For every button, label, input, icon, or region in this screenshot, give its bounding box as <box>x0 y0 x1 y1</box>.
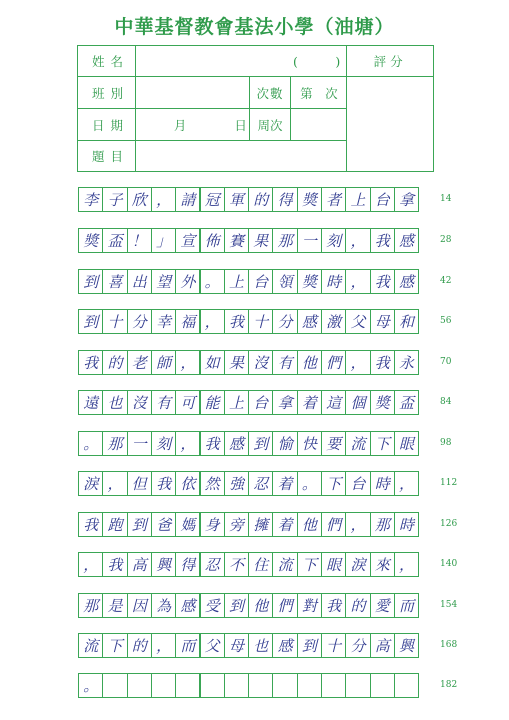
grid-cell: 擁 <box>248 512 273 537</box>
day-label: 日 <box>234 117 247 133</box>
month-label: 月 <box>173 117 187 133</box>
row-count: 126 <box>440 519 458 529</box>
grid-cell: 台 <box>345 471 370 496</box>
grid-row <box>78 633 418 658</box>
grid-cell: 拿 <box>394 187 419 212</box>
grid-cell: 可 <box>175 390 200 415</box>
grid-cell: 台 <box>248 269 273 294</box>
grid-cell: ， <box>345 228 370 253</box>
grid-cell <box>224 673 249 698</box>
grid-cell: 一 <box>297 228 322 253</box>
grid-cell: 李 <box>78 187 103 212</box>
grid-cell: 盃 <box>102 228 127 253</box>
grid-cell: 流 <box>272 552 297 577</box>
grid-cell: 子 <box>102 187 127 212</box>
grid-cell: 獎 <box>297 187 322 212</box>
grid-cell: 者 <box>321 187 346 212</box>
grid-cell: 下 <box>297 552 322 577</box>
grid-cell: 我 <box>151 471 176 496</box>
grid-cell: 們 <box>272 593 297 618</box>
grid-cell: 對 <box>297 593 322 618</box>
grid-cell: 獎 <box>78 228 103 253</box>
grid-cell: 着 <box>272 471 297 496</box>
grid-cell: 上 <box>224 269 249 294</box>
grid-cell: 到 <box>78 309 103 334</box>
grid-cell: 媽 <box>175 512 200 537</box>
grid-cell: 那 <box>370 512 395 537</box>
grid-cell: 望 <box>151 269 176 294</box>
grid-cell: 到 <box>224 593 249 618</box>
grid-cell: 。 <box>78 673 103 698</box>
grid-cell: 也 <box>248 633 273 658</box>
grid-cell: ， <box>175 431 200 456</box>
grid-row <box>78 187 418 212</box>
grid-cell: 福 <box>175 309 200 334</box>
grid-cell: 獎 <box>297 269 322 294</box>
grid-cell <box>199 673 224 698</box>
grid-row <box>78 431 418 456</box>
grid-cell: 來 <box>370 552 395 577</box>
grid-cell: 老 <box>127 350 152 375</box>
grid-cell: 果 <box>248 228 273 253</box>
grid-cell: 我 <box>78 350 103 375</box>
row-count: 154 <box>440 600 458 610</box>
grid-cell: 分 <box>345 633 370 658</box>
name-field[interactable] <box>135 46 346 77</box>
grid-cell: 。 <box>297 471 322 496</box>
grid-cell <box>248 673 273 698</box>
grid-cell: 和 <box>394 309 419 334</box>
grid-cell: 分 <box>272 309 297 334</box>
week-label: 周次 <box>249 109 291 141</box>
class-field[interactable] <box>135 77 249 109</box>
grid-cell: 得 <box>272 187 297 212</box>
grid-cell: 十 <box>102 309 127 334</box>
grid-cell: 着 <box>297 390 322 415</box>
grid-cell: 永 <box>394 350 419 375</box>
grid-cell: 下 <box>321 471 346 496</box>
grid-cell: 父 <box>199 633 224 658</box>
row-count: 112 <box>440 478 458 488</box>
grid-cell <box>272 673 297 698</box>
grid-cell: 也 <box>102 390 127 415</box>
grid-row <box>78 471 418 496</box>
grid-cell: 。 <box>199 269 224 294</box>
week-field[interactable] <box>291 109 347 141</box>
row-count: 182 <box>440 680 458 690</box>
grid-cell: ， <box>394 471 419 496</box>
grid-cell: 有 <box>151 390 176 415</box>
grid-cell: ！ <box>127 228 152 253</box>
grid-cell: 住 <box>248 552 273 577</box>
row-count: 28 <box>440 235 452 245</box>
grid-cell: 跑 <box>102 512 127 537</box>
grid-cell: ， <box>345 512 370 537</box>
count-value: 第 次 <box>291 77 347 109</box>
header-table <box>77 45 434 172</box>
grid-cell: 受 <box>199 593 224 618</box>
row-count: 14 <box>440 194 452 204</box>
grid-cell: 幸 <box>151 309 176 334</box>
grid-cell: ， <box>199 309 224 334</box>
grid-cell: 眼 <box>394 431 419 456</box>
grid-cell: 高 <box>370 633 395 658</box>
grid-cell: 依 <box>175 471 200 496</box>
grid-cell: 感 <box>224 431 249 456</box>
row-count: 84 <box>440 397 452 407</box>
grid-cell: 台 <box>370 187 395 212</box>
grid-cell: 們 <box>321 350 346 375</box>
page-title: 中華基督教會基法小學（油塘） <box>114 16 395 38</box>
grid-cell: 沒 <box>127 390 152 415</box>
grid-cell <box>345 673 370 698</box>
row-count: 70 <box>440 357 452 367</box>
grid-cell: 我 <box>370 350 395 375</box>
grid-cell: 感 <box>297 309 322 334</box>
date-field[interactable] <box>135 109 249 141</box>
grid-cell: 強 <box>224 471 249 496</box>
grid-cell: 果 <box>224 350 249 375</box>
grid-cell: ， <box>151 633 176 658</box>
grid-cell <box>151 673 176 698</box>
grid-cell: 到 <box>78 269 103 294</box>
grid-cell: 的 <box>345 593 370 618</box>
grid-cell: ， <box>345 269 370 294</box>
grid-cell: 愉 <box>272 431 297 456</box>
grid-cell: 刻 <box>151 431 176 456</box>
grid-cell: 到 <box>297 633 322 658</box>
grid-cell: 請 <box>175 187 200 212</box>
grid-cell: 而 <box>175 633 200 658</box>
grid-cell: 上 <box>224 390 249 415</box>
grid-cell: 我 <box>370 269 395 294</box>
grid-cell: 他 <box>297 512 322 537</box>
grid-cell: 快 <box>297 431 322 456</box>
grid-cell <box>127 673 152 698</box>
score-label: 評分 <box>347 46 434 77</box>
grid-cell: 時 <box>321 269 346 294</box>
grid-cell: 們 <box>321 512 346 537</box>
grid-cell: 我 <box>199 431 224 456</box>
grid-row <box>78 228 418 253</box>
grid-cell: 高 <box>127 552 152 577</box>
grid-cell: 是 <box>102 593 127 618</box>
grid-cell: 他 <box>248 593 273 618</box>
row-count: 56 <box>440 316 452 326</box>
grid-cell: 得 <box>175 552 200 577</box>
grid-cell: 個 <box>345 390 370 415</box>
grid-cell: 我 <box>78 512 103 537</box>
grid-cell: 興 <box>151 552 176 577</box>
grid-cell: 興 <box>394 633 419 658</box>
date-label: 日期 <box>78 109 136 141</box>
grid-cell: 父 <box>345 309 370 334</box>
grid-row <box>78 673 418 698</box>
grid-cell: 而 <box>394 593 419 618</box>
grid-cell: 然 <box>199 471 224 496</box>
grid-cell: 我 <box>102 552 127 577</box>
grid-row <box>78 269 418 294</box>
grid-cell: 十 <box>248 309 273 334</box>
grid-cell: 那 <box>78 593 103 618</box>
grid-row <box>78 350 418 375</box>
grid-cell: 師 <box>151 350 176 375</box>
grid-cell: 喜 <box>102 269 127 294</box>
grid-cell: 時 <box>370 471 395 496</box>
count-label: 次數 <box>249 77 291 109</box>
topic-field[interactable] <box>135 141 433 172</box>
grid-cell: 到 <box>127 512 152 537</box>
grid-cell: 獎 <box>370 390 395 415</box>
grid-cell <box>321 673 346 698</box>
grid-cell: 的 <box>248 187 273 212</box>
grid-cell: 有 <box>272 350 297 375</box>
grid-cell <box>370 673 395 698</box>
grid-cell: 外 <box>175 269 200 294</box>
grid-row <box>78 390 418 415</box>
grid-cell: 上 <box>345 187 370 212</box>
grid-cell: 宣 <box>175 228 200 253</box>
grid-cell: 分 <box>127 309 152 334</box>
grid-cell: 着 <box>272 512 297 537</box>
grid-cell: 賽 <box>224 228 249 253</box>
name-label: 姓名 <box>78 46 136 77</box>
grid-cell: 到 <box>248 431 273 456</box>
grid-cell: 十 <box>321 633 346 658</box>
grid-cell: 淚 <box>78 471 103 496</box>
grid-cell: 我 <box>370 228 395 253</box>
grid-row <box>78 552 418 577</box>
grid-cell: 感 <box>394 269 419 294</box>
grid-cell: 我 <box>224 309 249 334</box>
grid-cell: 遠 <box>78 390 103 415</box>
grid-cell: 一 <box>127 431 152 456</box>
grid-cell: 時 <box>394 512 419 537</box>
grid-cell: 冠 <box>199 187 224 212</box>
grid-cell: 他 <box>297 350 322 375</box>
grid-cell: 身 <box>199 512 224 537</box>
grid-cell: 欣 <box>127 187 152 212</box>
row-count: 42 <box>440 276 452 286</box>
grid-cell: 我 <box>321 593 346 618</box>
grid-cell: 能 <box>199 390 224 415</box>
grid-cell: 激 <box>321 309 346 334</box>
grid-cell: 為 <box>151 593 176 618</box>
grid-cell: 。 <box>78 431 103 456</box>
grid-cell: 忍 <box>199 552 224 577</box>
grid-cell: 不 <box>224 552 249 577</box>
grid-cell: 的 <box>127 633 152 658</box>
row-count: 140 <box>440 559 458 569</box>
grid-cell: 領 <box>272 269 297 294</box>
grid-cell: 那 <box>272 228 297 253</box>
grid-cell: 愛 <box>370 593 395 618</box>
grid-cell: 感 <box>272 633 297 658</box>
grid-cell: ， <box>394 552 419 577</box>
grid-cell: 軍 <box>224 187 249 212</box>
grid-cell: 母 <box>224 633 249 658</box>
grid-cell: 母 <box>370 309 395 334</box>
class-number-paren: ( ) <box>293 54 341 69</box>
grid-cell: 淚 <box>345 552 370 577</box>
grid-cell: 爸 <box>151 512 176 537</box>
grid-cell: 流 <box>78 633 103 658</box>
grid-cell <box>175 673 200 698</box>
grid-cell: 流 <box>345 431 370 456</box>
grid-cell: ， <box>345 350 370 375</box>
row-count: 168 <box>440 640 458 650</box>
grid-cell: 如 <box>199 350 224 375</box>
grid-row <box>78 512 418 537</box>
grid-row <box>78 309 418 334</box>
grid-cell: ， <box>102 471 127 496</box>
grid-cell: 那 <box>102 431 127 456</box>
grid-row <box>78 593 418 618</box>
topic-label: 題目 <box>78 141 136 172</box>
grid-cell: 要 <box>321 431 346 456</box>
grid-cell: 沒 <box>248 350 273 375</box>
grid-cell: ， <box>151 187 176 212</box>
grid-cell: 這 <box>321 390 346 415</box>
grid-cell: ， <box>78 552 103 577</box>
class-label: 班別 <box>78 77 136 109</box>
grid-cell: 盃 <box>394 390 419 415</box>
grid-cell: 因 <box>127 593 152 618</box>
grid-cell: 出 <box>127 269 152 294</box>
grid-cell: 拿 <box>272 390 297 415</box>
grid-cell <box>297 673 322 698</box>
grid-cell: 感 <box>175 593 200 618</box>
grid-cell: 台 <box>248 390 273 415</box>
grid-cell: 」 <box>151 228 176 253</box>
row-count: 98 <box>440 438 452 448</box>
grid-cell <box>102 673 127 698</box>
grid-cell: 感 <box>394 228 419 253</box>
grid-cell: 但 <box>127 471 152 496</box>
grid-cell: 旁 <box>224 512 249 537</box>
grid-cell <box>394 673 419 698</box>
grid-cell: ， <box>175 350 200 375</box>
grid-cell: 眼 <box>321 552 346 577</box>
grid-cell: 下 <box>370 431 395 456</box>
grid-cell: 的 <box>102 350 127 375</box>
grid-cell: 下 <box>102 633 127 658</box>
grid-cell: 忍 <box>248 471 273 496</box>
grid-cell: 佈 <box>199 228 224 253</box>
grid-cell: 刻 <box>321 228 346 253</box>
